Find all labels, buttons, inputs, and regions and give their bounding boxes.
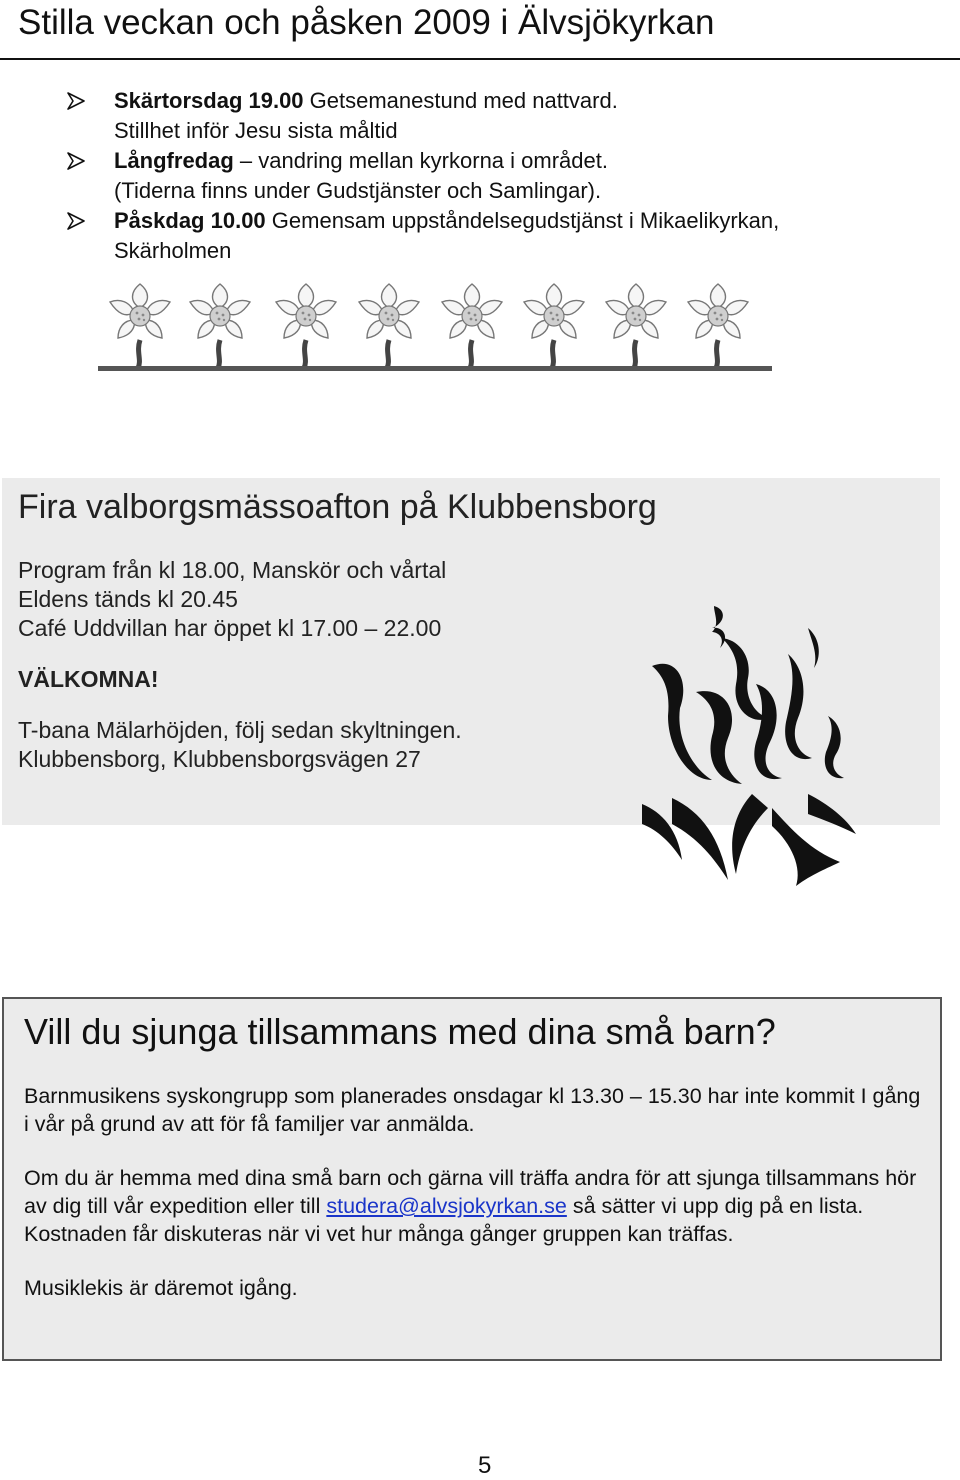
kids-body [24,1082,924,1328]
title-divider [0,58,960,60]
kids-paragraph-contact: Om du är hemma med dina små barn och gärna vill träffa andra för att sjunga tillsammans hör av dig till vår expedition eller till studera@alvsjokyrkan.se så sätter vi upp dig på en lista. Kostnaden får diskuteras när vi vet hur många gånger gruppen kan träffas. [24,1166,917,1246]
spacer [18,643,462,665]
list-item-continuation: (Tiderna finns under Gudstjänster och Samlingar). [114,178,602,203]
list-item-text: Getsemanestund med nattvard. [303,88,618,113]
bonfire-line: Eldens tänds kl 20.45 [18,586,238,612]
valborg-title: Fira valborgsmässoafton på Klubbensborg [18,488,657,526]
cafe-line: Café Uddvillan har öppet kl 17.00 – 22.00 [18,615,442,641]
arrowhead-bullet-icon [66,92,86,110]
list-item [66,86,926,146]
list-item [66,146,926,206]
list-item-bold: Långfredag [114,148,234,173]
list-item-continuation: Stillhet inför Jesu sista måltid [114,118,398,143]
list-item-text: Gemensam uppståndelsegudstjänst i Mikaelikyrkan, [265,208,780,233]
page-title: Stilla veckan och påsken 2009 i Älvsjökyrkan [18,3,715,42]
directions-line: T-bana Mälarhöjden, följ sedan skyltningen. [18,717,462,743]
list-item-continuation: Skärholmen [114,238,232,263]
email-link[interactable]: studera@alvsjokyrkan.se [326,1194,567,1218]
list-item-bold: Skärtorsdag 19.00 [114,88,304,113]
easter-schedule-list [66,86,926,266]
page-number: 5 [478,1452,492,1479]
valborg-program [18,556,462,774]
list-item-bold: Påskdag 10.00 [114,208,266,233]
kids-paragraph: Barnmusikens syskongrupp som planerades onsdagar kl 13.30 – 15.30 har inte kommit I gång i vår på grund av att för få familjer var anmälda. [24,1084,921,1136]
bonfire-illustration [632,598,872,898]
kids-title: Vill du sjunga tillsammans med dina små barn? [24,1011,776,1052]
arrowhead-bullet-icon [66,212,86,230]
welcome-text: VÄLKOMNA! [18,666,159,692]
address-line: Klubbensborg, Klubbensborgsvägen 27 [18,746,421,772]
list-item [66,206,926,266]
list-item-text: – vandring mellan kyrkorna i området. [233,148,608,173]
program-line: Program från kl 18.00, Manskör och vårtal [18,557,447,583]
arrowhead-bullet-icon [66,152,86,170]
flower-row-illustration [96,282,776,374]
spacer [18,694,462,716]
kids-paragraph: Musiklekis är däremot igång. [24,1276,298,1300]
